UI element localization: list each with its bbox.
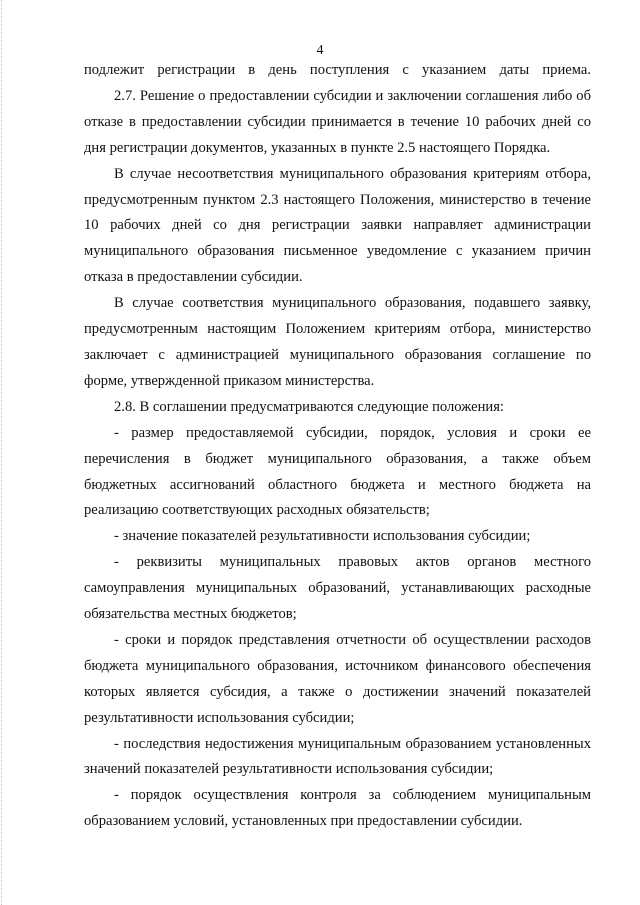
paragraph-2-7: 2.7. Решение о предоставлении субсидии и заключении соглашения либо об отказе в предоставлении субсидии принимается в течение 10 рабочих дней со дня регистрации документов, указанных в пункте 2.5 настоящего Порядка.	[84, 87, 591, 156]
list-item-reporting: - сроки и порядок представления отчетности об осуществлении расходов бюджета муниципального образования, источником финансового обеспечения которых является субсидия, а также о достижении значений показателей результативности использования субсидии;	[84, 631, 591, 726]
list-item-legal-acts: - реквизиты муниципальных правовых актов органов местного самоуправления муниципальных образований, устанавливающих расходные обязательства местных бюджетов;	[84, 554, 591, 623]
paragraph-2-8: 2.8. В соглашении предусматриваются следующие положения:	[114, 398, 504, 415]
paragraph-nonconformity: В случае несоответствия муниципального образования критериям отбора, предусмотренным пунктом 2.3 настоящего Положения, министерство в течение 10 рабочих дней со дня регистрации заявки направляет администрации муниципального образования письменное уведомление с указанием причин отказа в предоставлении субсидии.	[84, 165, 591, 286]
list-item-indicators: - значение показателей результативности использования субсидии;	[114, 528, 531, 545]
list-item-consequences: - последствия недостижения муниципальным образованием установленных значений показателей результативности использования субсидии;	[84, 735, 591, 778]
list-item-subsidy-size: - размер предоставляемой субсидии, порядок, условия и сроки ее перечисления в бюджет муниципального образования, а также объем бюджетных ассигнований областного бюджета и местного бюджета на реализацию соответствующих расходных обязательств;	[84, 424, 591, 519]
paragraph-conformity: В случае соответствия муниципального образования, подавшего заявку, предусмотренным настоящим Положением критериям отбора, министерство заключает с администрацией муниципального образования соглашение по форме, утвержденной приказом министерства.	[84, 295, 591, 389]
paragraph-continuation: подлежит регистрации в день поступления с указанием даты приема.	[84, 62, 591, 78]
document-body	[84, 58, 591, 835]
list-item-control: - порядок осуществления контроля за соблюдением муниципальным образованием условий, установленных при предоставлении субсидии.	[84, 787, 591, 830]
page-edge-dotted-line	[1, 0, 3, 905]
page-number: 4	[316, 43, 324, 58]
